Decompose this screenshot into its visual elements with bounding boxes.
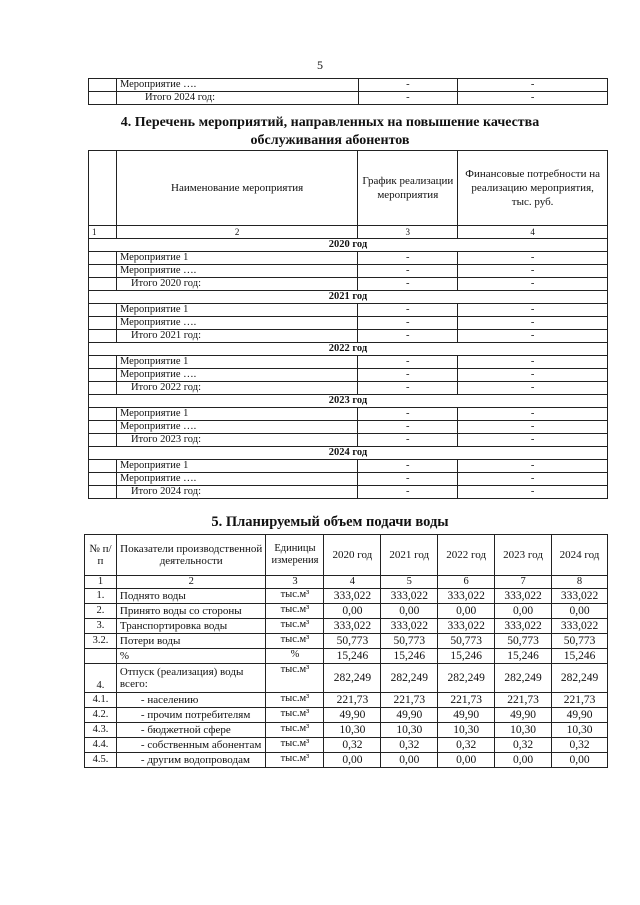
year-value: 0,00: [438, 604, 495, 619]
header-year: 2021 год: [381, 535, 438, 576]
unit-label: тыс.м³: [266, 589, 324, 604]
column-number: 2: [116, 576, 266, 589]
year-value: 221,73: [438, 693, 495, 708]
year-label: 2020 год: [89, 239, 608, 252]
row-index: [89, 382, 117, 395]
measure-name: Мероприятие ….: [116, 369, 357, 382]
year-value: 15,246: [552, 649, 608, 664]
measure-schedule: -: [358, 79, 458, 92]
year-value: 49,90: [552, 708, 608, 723]
measure-name: Итого 2024 год:: [116, 486, 357, 499]
column-number: 2: [116, 226, 357, 239]
table-row: [85, 634, 608, 649]
column-number: 4: [458, 226, 608, 239]
year-value: 10,30: [495, 723, 552, 738]
header-year: 2020 год: [324, 535, 381, 576]
water-header-row: [85, 535, 608, 576]
year-value: 221,73: [324, 693, 381, 708]
measure-schedule: -: [358, 434, 458, 447]
row-index: [89, 92, 117, 105]
row-index: [89, 265, 117, 278]
year-value: 49,90: [438, 708, 495, 723]
measure-schedule: -: [358, 356, 458, 369]
unit-label: тыс.м³: [266, 604, 324, 619]
table-row: [85, 604, 608, 619]
unit-label: тыс.м³: [266, 664, 324, 693]
table-row: [89, 92, 608, 105]
table-row: [89, 460, 608, 473]
column-number: 6: [438, 576, 495, 589]
year-value: 0,32: [552, 738, 608, 753]
unit-label: тыс.м³: [266, 708, 324, 723]
measure-finance: -: [458, 408, 608, 421]
measure-name: Итого 2021 год:: [116, 330, 357, 343]
year-value: 0,32: [495, 738, 552, 753]
table-row: [89, 304, 608, 317]
measures-table: [88, 150, 608, 499]
row-number: 4.1.: [85, 693, 117, 708]
row-number: 3.2.: [85, 634, 117, 649]
year-value: 333,022: [495, 589, 552, 604]
year-value: 282,249: [495, 664, 552, 693]
header-schedule: График реализации мероприятия: [358, 151, 458, 226]
year-value: 0,32: [438, 738, 495, 753]
year-value: 0,00: [438, 753, 495, 768]
header-measure-name: Наименование мероприятия: [116, 151, 357, 226]
table-row: [89, 421, 608, 434]
table-row: [85, 619, 608, 634]
measure-finance: -: [458, 252, 608, 265]
row-number: 4.3.: [85, 723, 117, 738]
year-value: 0,00: [495, 753, 552, 768]
year-value: 15,246: [381, 649, 438, 664]
page-number: 5: [317, 58, 323, 72]
year-value: 221,73: [495, 693, 552, 708]
year-value: 333,022: [438, 619, 495, 634]
indicator-name: Отпуск (реализация) воды всего:: [116, 664, 266, 693]
year-value: 221,73: [552, 693, 608, 708]
year-value: 0,00: [324, 753, 381, 768]
year-value: 333,022: [552, 619, 608, 634]
measure-name: Мероприятие 1: [116, 304, 357, 317]
indicator-name: - населению: [116, 693, 266, 708]
year-value: 333,022: [495, 619, 552, 634]
year-value: 50,773: [381, 634, 438, 649]
unit-label: тыс.м³: [266, 753, 324, 768]
table-row: [85, 649, 608, 664]
row-index: [89, 460, 117, 473]
column-number: 8: [552, 576, 608, 589]
year-value: 10,30: [438, 723, 495, 738]
row-index: [89, 421, 117, 434]
measure-name: Мероприятие 1: [116, 460, 357, 473]
column-number: 4: [324, 576, 381, 589]
table-row: [85, 708, 608, 723]
row-index: [89, 304, 117, 317]
indicator-name: - другим водопроводам: [116, 753, 266, 768]
measure-schedule: -: [358, 369, 458, 382]
header-year: 2024 год: [552, 535, 608, 576]
measure-name: Мероприятие 1: [116, 408, 357, 421]
section4-title: [60, 114, 600, 150]
row-index: [89, 252, 117, 265]
table-row: [89, 265, 608, 278]
row-index: [89, 356, 117, 369]
measures-colnum-row: [89, 226, 608, 239]
year-value: 10,30: [381, 723, 438, 738]
header-indicator: Показатели производственной деятельности: [116, 535, 266, 576]
table-row: [89, 369, 608, 382]
year-label: 2022 год: [89, 343, 608, 356]
year-value: 282,249: [552, 664, 608, 693]
indicator-name: - прочим потребителям: [116, 708, 266, 723]
table-row: [89, 486, 608, 499]
year-value: 0,00: [324, 604, 381, 619]
table-row: [85, 693, 608, 708]
year-label: 2021 год: [89, 291, 608, 304]
year-value: 221,73: [381, 693, 438, 708]
row-index: [89, 317, 117, 330]
measure-finance: -: [458, 486, 608, 499]
measure-finance: -: [458, 79, 608, 92]
indicator-name: Поднято воды: [116, 589, 266, 604]
measure-schedule: -: [358, 473, 458, 486]
year-value: 50,773: [495, 634, 552, 649]
year-value: 50,773: [324, 634, 381, 649]
year-value: 49,90: [381, 708, 438, 723]
year-row: [89, 343, 608, 356]
year-value: 0,32: [324, 738, 381, 753]
row-index: [89, 486, 117, 499]
year-value: 50,773: [438, 634, 495, 649]
header-year: 2023 год: [495, 535, 552, 576]
measure-name: Мероприятие ….: [116, 79, 358, 92]
indicator-name: Принято воды со стороны: [116, 604, 266, 619]
table-row: [85, 738, 608, 753]
year-value: 50,773: [552, 634, 608, 649]
table-row: [89, 356, 608, 369]
column-number: 5: [381, 576, 438, 589]
table-row: [89, 434, 608, 447]
year-value: 333,022: [324, 619, 381, 634]
row-index: [89, 434, 117, 447]
table-row: [89, 382, 608, 395]
year-value: 0,00: [552, 753, 608, 768]
measure-schedule: -: [358, 304, 458, 317]
year-row: [89, 291, 608, 304]
header-num: № п/п: [85, 535, 117, 576]
header-finance: Финансовые потребности на реализацию мероприятия, тыс. руб.: [458, 151, 608, 226]
year-value: 0,32: [381, 738, 438, 753]
measure-schedule: -: [358, 92, 458, 105]
measure-finance: -: [458, 473, 608, 486]
unit-label: тыс.м³: [266, 619, 324, 634]
measure-finance: -: [458, 278, 608, 291]
measure-finance: -: [458, 317, 608, 330]
measure-name: Мероприятие ….: [116, 265, 357, 278]
measure-name: Мероприятие 1: [116, 356, 357, 369]
continuation-table: [88, 78, 608, 105]
column-number: 1: [85, 576, 117, 589]
year-value: 282,249: [381, 664, 438, 693]
row-number: 1.: [85, 589, 117, 604]
measure-finance: -: [458, 92, 608, 105]
row-number: 4.2.: [85, 708, 117, 723]
measure-name: Мероприятие ….: [116, 317, 357, 330]
measure-name: Мероприятие 1: [116, 252, 357, 265]
measure-name: Итого 2022 год:: [116, 382, 357, 395]
section5-title: 5. Планируемый объем подачи воды: [211, 514, 449, 530]
row-number: [85, 649, 117, 664]
column-number: 7: [495, 576, 552, 589]
table-row: [85, 664, 608, 693]
year-value: 282,249: [438, 664, 495, 693]
year-row: [89, 447, 608, 460]
measure-schedule: -: [358, 408, 458, 421]
year-value: 0,00: [381, 604, 438, 619]
table-row: [89, 252, 608, 265]
year-value: 333,022: [552, 589, 608, 604]
unit-label: тыс.м³: [266, 634, 324, 649]
column-number: 3: [266, 576, 324, 589]
year-value: 0,00: [552, 604, 608, 619]
measure-schedule: -: [358, 460, 458, 473]
year-value: 333,022: [381, 619, 438, 634]
measure-name: Мероприятие ….: [116, 473, 357, 486]
header-year: 2022 год: [438, 535, 495, 576]
measure-schedule: -: [358, 317, 458, 330]
unit-label: тыс.м³: [266, 723, 324, 738]
measure-finance: -: [458, 330, 608, 343]
measure-schedule: -: [358, 252, 458, 265]
year-value: 49,90: [324, 708, 381, 723]
row-number: 4.: [85, 664, 117, 693]
measure-finance: -: [458, 421, 608, 434]
year-value: 15,246: [324, 649, 381, 664]
water-colnum-row: [85, 576, 608, 589]
measure-finance: -: [458, 382, 608, 395]
year-label: 2023 год: [89, 395, 608, 408]
unit-label: тыс.м³: [266, 738, 324, 753]
indicator-name: %: [116, 649, 266, 664]
table-row: [89, 408, 608, 421]
year-value: 15,246: [438, 649, 495, 664]
column-number: 1: [89, 226, 117, 239]
measure-name: Итого 2020 год:: [116, 278, 357, 291]
measure-schedule: -: [358, 382, 458, 395]
measure-name: Итого 2024 год:: [116, 92, 358, 105]
year-value: 49,90: [495, 708, 552, 723]
measure-finance: -: [458, 265, 608, 278]
year-label: 2024 год: [89, 447, 608, 460]
row-number: 2.: [85, 604, 117, 619]
table-row: [85, 753, 608, 768]
table-row: [89, 330, 608, 343]
section4-title-line2: обслуживания абонентов: [250, 133, 410, 148]
measure-schedule: -: [358, 278, 458, 291]
row-number: 3.: [85, 619, 117, 634]
indicator-name: Потери воды: [116, 634, 266, 649]
measure-name: Мероприятие ….: [116, 421, 357, 434]
year-row: [89, 239, 608, 252]
row-index: [89, 473, 117, 486]
measures-header-row: [89, 151, 608, 226]
measure-schedule: -: [358, 421, 458, 434]
row-index: [89, 369, 117, 382]
measure-finance: -: [458, 369, 608, 382]
section4-title-line1: 4. Перечень мероприятий, направленных на повышение качества: [120, 115, 540, 130]
year-value: 0,00: [495, 604, 552, 619]
indicator-name: - собственным абонентам: [116, 738, 266, 753]
measure-finance: -: [458, 356, 608, 369]
measure-finance: -: [458, 434, 608, 447]
header-units: Единицы измерения: [266, 535, 324, 576]
table-row: [85, 589, 608, 604]
year-value: 333,022: [324, 589, 381, 604]
row-index: [89, 79, 117, 92]
table-row: [89, 317, 608, 330]
unit-label: тыс.м³: [266, 693, 324, 708]
row-index: [89, 330, 117, 343]
year-value: 0,00: [381, 753, 438, 768]
measure-finance: -: [458, 304, 608, 317]
table-row: [89, 79, 608, 92]
year-value: 15,246: [495, 649, 552, 664]
indicator-name: Транспортировка воды: [116, 619, 266, 634]
year-value: 333,022: [381, 589, 438, 604]
table-row: [89, 473, 608, 486]
year-row: [89, 395, 608, 408]
year-value: 10,30: [552, 723, 608, 738]
column-number: 3: [358, 226, 458, 239]
measure-schedule: -: [358, 486, 458, 499]
measure-schedule: -: [358, 330, 458, 343]
year-value: 333,022: [438, 589, 495, 604]
measure-name: Итого 2023 год:: [116, 434, 357, 447]
row-index: [89, 278, 117, 291]
row-number: 4.5.: [85, 753, 117, 768]
row-number: 4.4.: [85, 738, 117, 753]
measure-schedule: -: [358, 265, 458, 278]
year-value: 282,249: [324, 664, 381, 693]
row-index: [89, 408, 117, 421]
table-row: [85, 723, 608, 738]
water-supply-table: [84, 534, 608, 768]
unit-label: %: [266, 649, 324, 664]
measure-finance: -: [458, 460, 608, 473]
year-value: 10,30: [324, 723, 381, 738]
table-row: [89, 278, 608, 291]
indicator-name: - бюджетной сфере: [116, 723, 266, 738]
